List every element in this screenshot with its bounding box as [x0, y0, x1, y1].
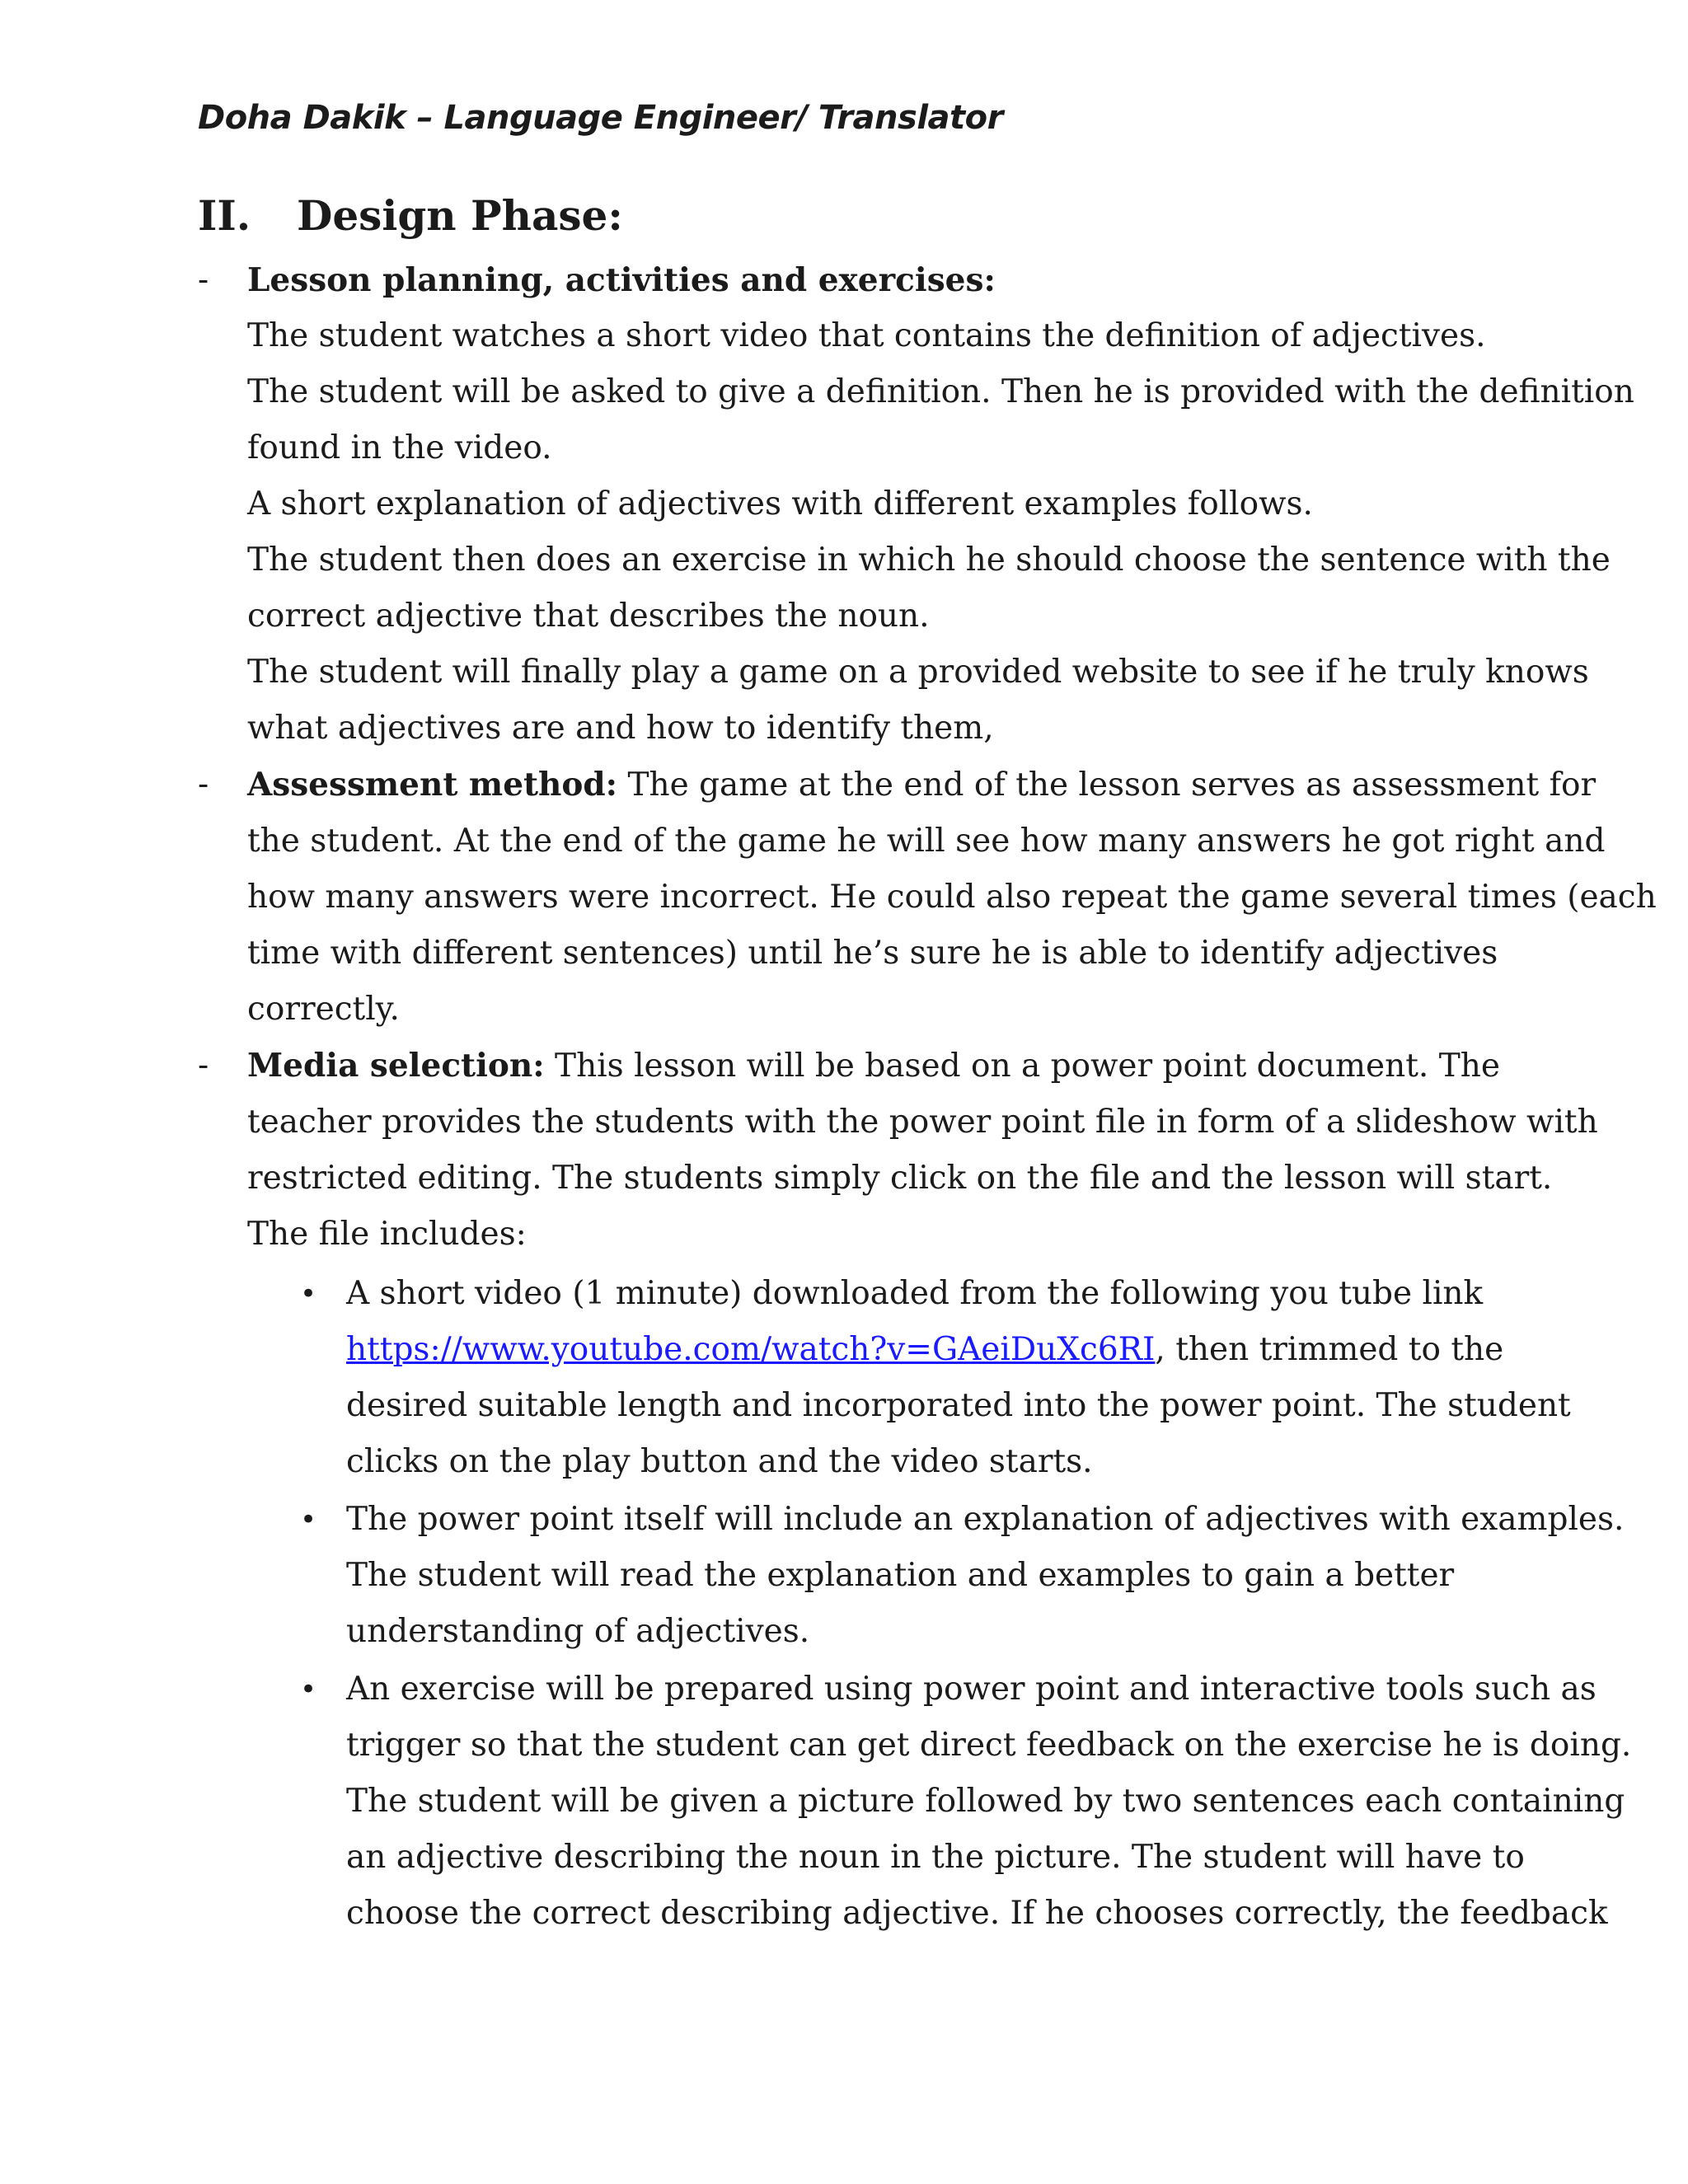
paragraph-line: teacher provides the students with the power point file in form of a slideshow with [247, 1104, 1598, 1141]
bullet-icon: • [300, 1673, 317, 1706]
bullet-line: trigger so that the student can get direct feedback on the exercise he is doing. [346, 1727, 1632, 1764]
lesson-planning-block [198, 252, 1634, 757]
paragraph-line: how many answers were incorrect. He could also repeat the game several times (each [247, 879, 1657, 916]
media-first-line-text: This lesson will be based on a power point document. The [544, 1047, 1500, 1085]
bullet-line: understanding of adjectives. [346, 1613, 810, 1650]
assessment-first-line [247, 757, 1597, 813]
assessment-label: Assessment method: [247, 766, 618, 804]
bullet-line: The power point itself will include an explanation of adjectives with examples. [346, 1501, 1625, 1538]
youtube-link[interactable]: https://www.youtube.com/watch?v=GAeiDuXc6RI [346, 1331, 1156, 1368]
paragraph-line: correct adjective that describes the noun. [247, 598, 930, 635]
paragraph-line: The student then does an exercise in which he should choose the sentence with the [247, 541, 1611, 579]
dash-marker: - [198, 766, 209, 803]
list-item [300, 1492, 1625, 1660]
bullet-line: choose the correct describing adjective. If he chooses correctly, the feedback [346, 1895, 1608, 1932]
paragraph-line: A short explanation of adjectives with different examples follows. [247, 485, 1313, 523]
bullet-line: desired suitable length and incorporated into the power point. The student [346, 1387, 1571, 1424]
media-label: Media selection: [247, 1047, 545, 1085]
paragraph-line: found in the video. [247, 429, 552, 466]
bullet-line-text: , then trimmed to the [1155, 1331, 1504, 1368]
paragraph-line: time with different sentences) until he’s sure he is able to identify adjectives [247, 935, 1498, 972]
paragraph-line: The student will finally play a game on a provided website to see if he truly knows [247, 654, 1589, 691]
bullet-line: A short video (1 minute) downloaded from the following you tube link [346, 1275, 1484, 1312]
file-contents-list [247, 1266, 1632, 1942]
paragraph-line: restricted editing. The students simply click on the file and the lesson will start. [247, 1160, 1553, 1197]
media-selection-block [198, 1038, 1632, 1942]
paragraph-line: The student watches a short video that contains the definition of adjectives. [247, 317, 1486, 354]
dash-marker: - [198, 261, 209, 298]
paragraph-line: what adjectives are and how to identify them, [247, 710, 994, 747]
list-item [300, 1266, 1571, 1490]
assessment-block [198, 757, 1657, 1038]
bullet-icon: • [300, 1503, 317, 1536]
section-number: II. [198, 191, 251, 240]
section-heading: Design Phase: [297, 191, 623, 240]
dash-marker: - [198, 1047, 209, 1084]
bullet-icon: • [300, 1277, 317, 1310]
list-item [300, 1661, 1632, 1942]
lesson-planning-label: Lesson planning, activities and exercises: [247, 261, 996, 299]
bullet-line: an adjective describing the noun in the picture. The student will have to [346, 1839, 1525, 1876]
assessment-first-line-text: The game at the end of the lesson serves as assessment for [617, 766, 1597, 804]
bullet-line [346, 1322, 1504, 1378]
bullet-line: The student will read the explanation and examples to gain a better [346, 1557, 1455, 1594]
paragraph-line: the student. At the end of the game he will see how many answers he got right and [247, 823, 1606, 860]
section-title [198, 191, 623, 240]
author-header: Doha Dakik – Language Engineer/ Translator [198, 99, 1003, 137]
bullet-line: clicks on the play button and the video starts. [346, 1443, 1093, 1480]
bullet-line: An exercise will be prepared using power point and interactive tools such as [346, 1671, 1597, 1708]
document-body [198, 252, 1657, 1943]
bullet-line: The student will be given a picture followed by two sentences each containing [346, 1783, 1625, 1820]
paragraph-line: The file includes: [247, 1216, 527, 1253]
paragraph-line: The student will be asked to give a definition. Then he is provided with the definition [247, 373, 1634, 410]
media-first-line [247, 1038, 1500, 1094]
paragraph-line: correctly. [247, 991, 400, 1028]
